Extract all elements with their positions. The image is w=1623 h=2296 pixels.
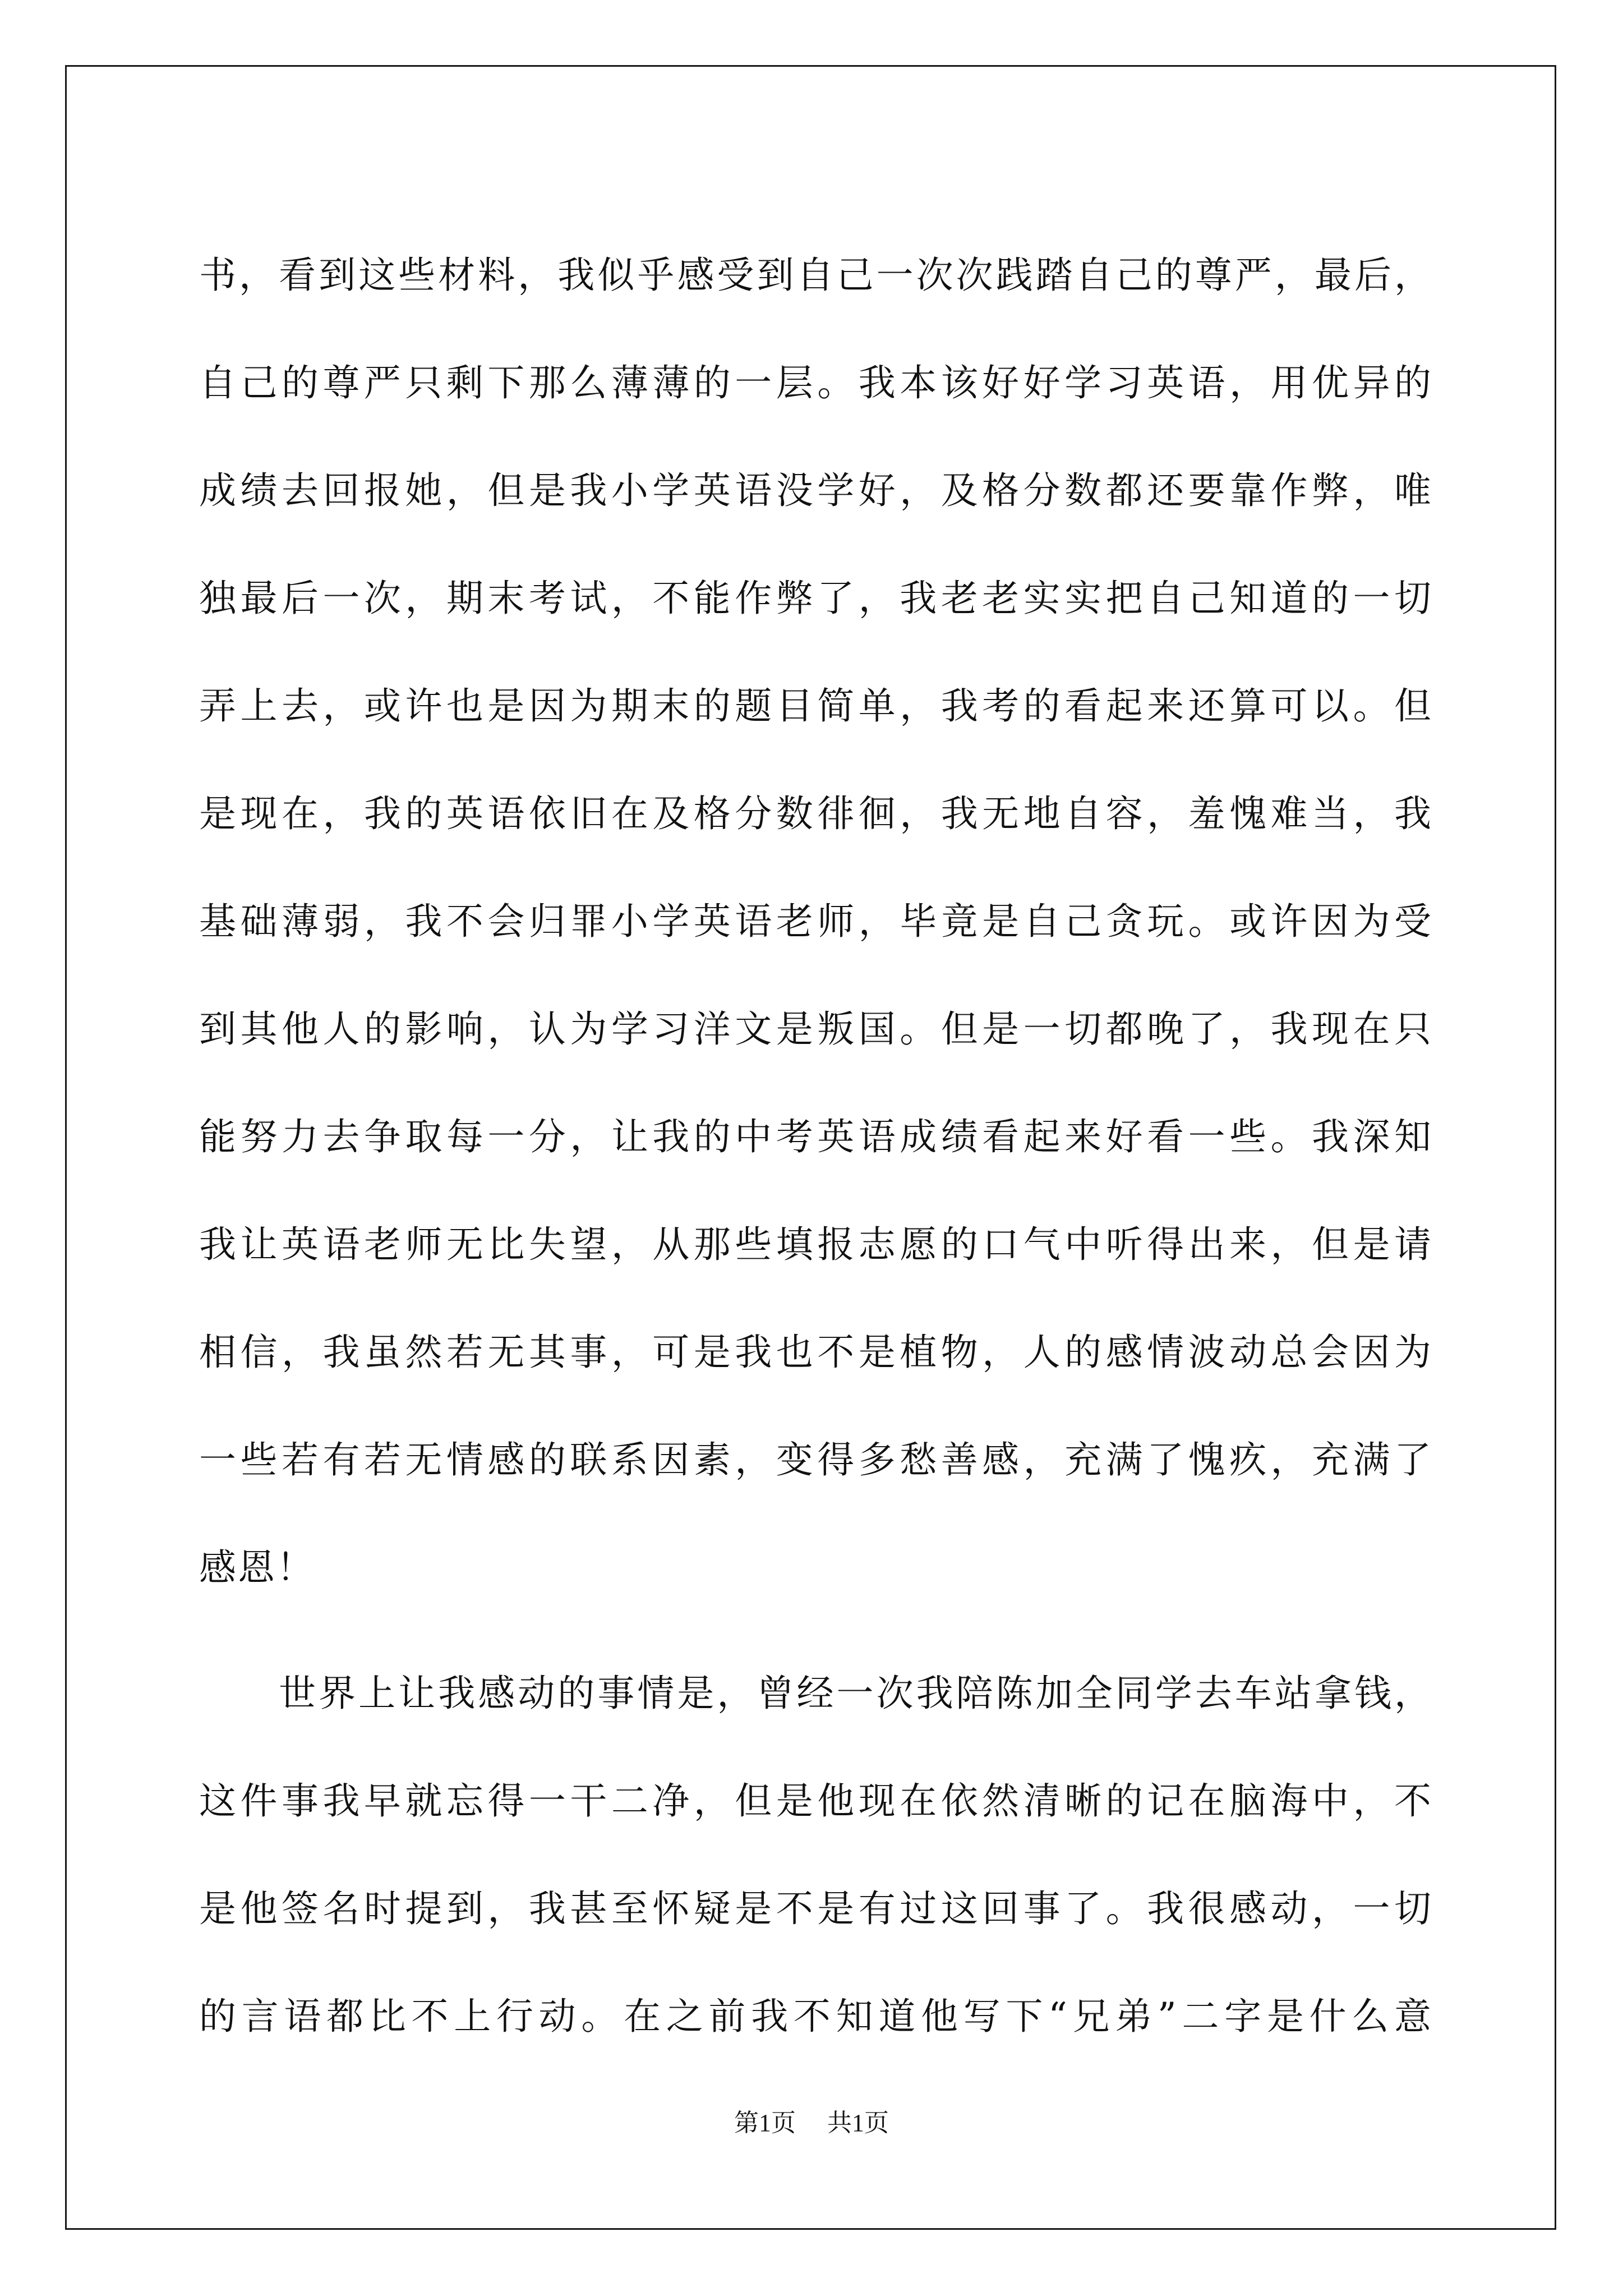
text-line: 是他签名时提到，我甚至怀疑是不是有过这回事了。我很感动，一切 bbox=[199, 1887, 1433, 1930]
text-line: 的言语都比不上行动。在之前我不知道他写下“兄弟”二字是什么意 bbox=[199, 1995, 1433, 2038]
text-line: 到其他人的影响，认为学习洋文是叛国。但是一切都晚了，我现在只 bbox=[199, 1007, 1433, 1051]
text-line: 成绩去回报她，但是我小学英语没学好，及格分数都还要靠作弊，唯 bbox=[199, 469, 1433, 512]
text-line: 一些若有若无情感的联系因素，变得多愁善感，充满了愧疚，充满了 bbox=[199, 1438, 1433, 1481]
text-line: 自己的尊严只剩下那么薄薄的一层。我本该好好学习英语，用优异的 bbox=[199, 361, 1433, 404]
page-number: 第1页 bbox=[734, 2109, 796, 2137]
text-line: 独最后一次，期末考试，不能作弊了，我老老实实把自己知道的一切 bbox=[199, 577, 1433, 620]
page-total: 共1页 bbox=[827, 2109, 889, 2137]
text-line: 这件事我早就忘得一干二净，但是他现在依然清晰的记在脑海中，不 bbox=[199, 1779, 1433, 1823]
document-body bbox=[199, 222, 1433, 2070]
text-line: 基础薄弱，我不会归罪小学英语老师，毕竟是自己贪玩。或许因为受 bbox=[199, 900, 1433, 943]
text-line: 感恩！ bbox=[199, 1546, 315, 1589]
text-line: 能努力去争取每一分，让我的中考英语成绩看起来好看一些。我深知 bbox=[199, 1115, 1433, 1158]
text-line: 弄上去，或许也是因为期末的题目简单，我考的看起来还算可以。但 bbox=[199, 684, 1433, 728]
page-footer bbox=[0, 2102, 1623, 2138]
text-line: 相信，我虽然若无其事，可是我也不是植物，人的感情波动总会因为 bbox=[199, 1331, 1433, 1374]
text-line: 是现在，我的英语依旧在及格分数徘徊，我无地自容，羞愧难当，我 bbox=[199, 792, 1433, 835]
text-line: 我让英语老师无比失望，从那些填报志愿的口气中听得出来，但是请 bbox=[199, 1223, 1433, 1266]
text-line: 世界上让我感动的事情是，曾经一次我陪陈加全同学去车站拿钱， bbox=[199, 1672, 1433, 1715]
text-line: 书，看到这些材料，我似乎感受到自己一次次践踏自己的尊严，最后， bbox=[199, 254, 1433, 297]
